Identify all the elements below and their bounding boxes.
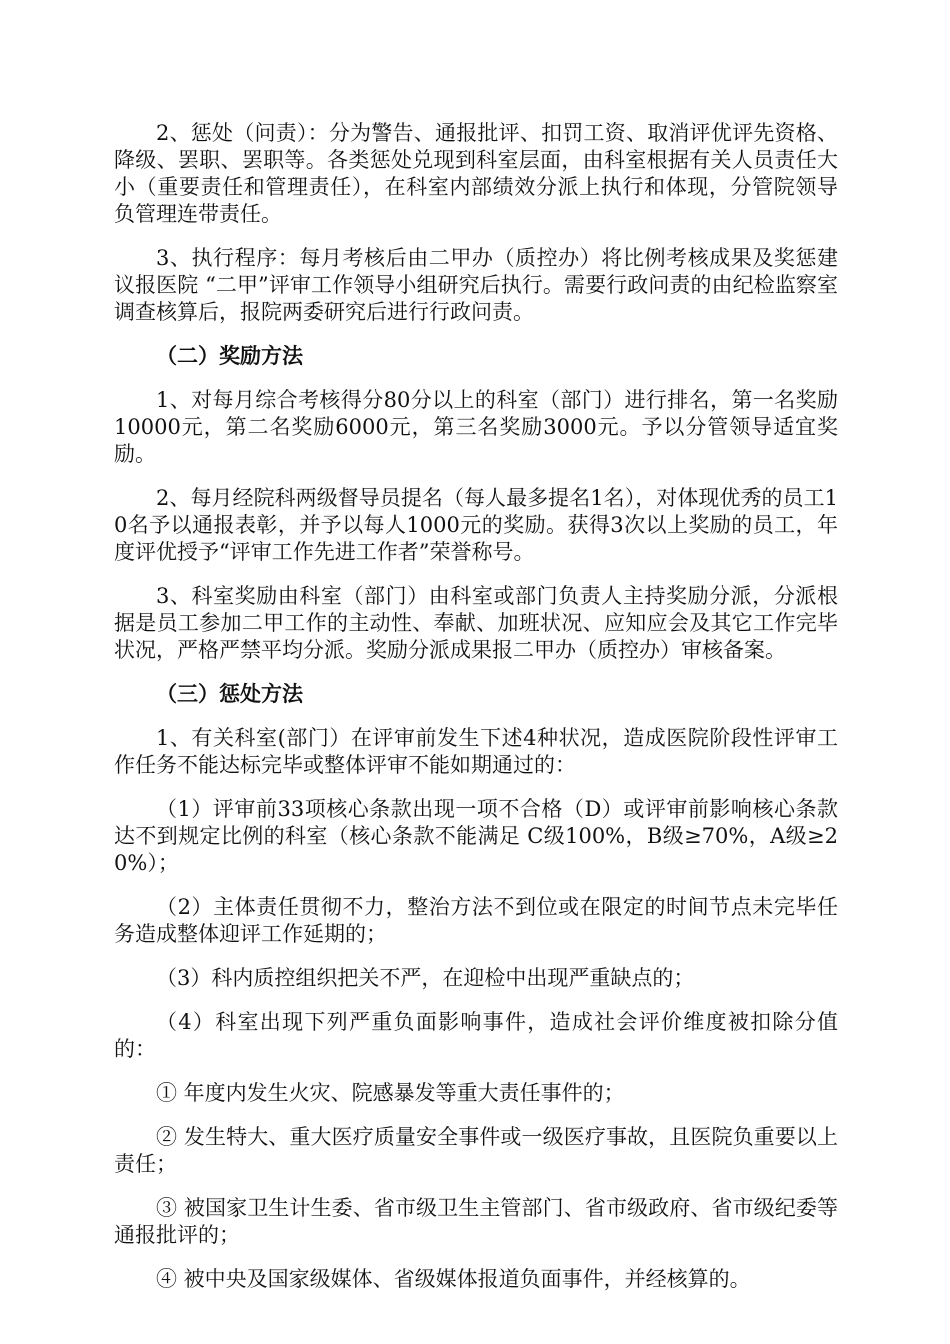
- paragraph-procedure: 3、执行程序：每月考核后由二甲办（质控办）将比例考核成果及奖惩建议报医院 “二甲”评审工作领导小组研究后执行。需要行政问责的由纪检监察室调查核算后，报院两委研究后进行行政问责。: [114, 246, 838, 324]
- list-item-event-4: ④ 被中央及国家级媒体、省级媒体报道负面事件，并经核算的。: [156, 1267, 751, 1291]
- section-heading-reward: （二）奖励方法: [156, 344, 303, 368]
- paragraph-reward-3: 3、科室奖励由科室（部门）由科室或部门负责人主持奖励分派，分派根据是员工参加二甲工作的主动性、奉献、加班状况、应知应会及其它工作完毕状况，严格严禁平均分派。奖励分派成果报二甲办（质控办）审核备案。: [114, 584, 838, 662]
- list-item-condition-1: （1）评审前33项核心条款出现一项不合格（D）或评审前影响核心条款达不到规定比例的科室（核心条款不能满足 C级100%，B级≥70%，A级≥20%）；: [114, 797, 838, 875]
- list-item-event-3: ③ 被国家卫生计生委、省市级卫生主管部门、省市级政府、省市级纪委等通报批评的；: [114, 1196, 838, 1247]
- list-item-condition-4: （4）科室出现下列严重负面影响事件，造成社会评价维度被扣除分值的：: [114, 1010, 838, 1061]
- paragraph-punishment: 2、惩处（问责）：分为警告、通报批评、扣罚工资、取消评优评先资格、降级、罢职、罢职等。各类惩处兑现到科室层面，由科室根据有关人员责任大小（重要责任和管理责任），在科室内部绩效分派上执行和体现，分管院领导负管理连带责任。: [114, 121, 838, 226]
- list-item-event-1: ① 年度内发生火灾、院感暴发等重大责任事件的；: [156, 1081, 625, 1105]
- document-body: [114, 120, 838, 1310]
- list-item-condition-3: （3）科内质控组织把关不严，在迎检中出现严重缺点的；: [156, 966, 695, 990]
- paragraph-reward-1: 1、对每月综合考核得分80分以上的科室（部门）进行排名，第一名奖励10000元，第二名奖励6000元，第三名奖励3000元。予以分管领导适宜奖励。: [114, 388, 838, 466]
- list-item-condition-2: （2）主体责任贯彻不力，整治方法不到位或在限定的时间节点未完毕任务造成整体迎评工作延期的；: [114, 895, 838, 946]
- section-heading-punishment: （三）惩处方法: [156, 682, 303, 706]
- paragraph-punishment-1: 1、有关科室(部门）在评审前发生下述4种状况，造成医院阶段性评审工作任务不能达标完毕或整体评审不能如期通过的：: [114, 726, 838, 777]
- list-item-event-2: ② 发生特大、重大医疗质量安全事件或一级医疗事故，且医院负重要以上责任；: [114, 1125, 838, 1176]
- paragraph-reward-2: 2、每月经院科两级督导员提名（每人最多提名1名），对体现优秀的员工10名予以通报表彰，并予以每人1000元的奖励。获得3次以上奖励的员工，年度评优授予“评审工作先进工作者”荣誉称号。: [114, 486, 838, 564]
